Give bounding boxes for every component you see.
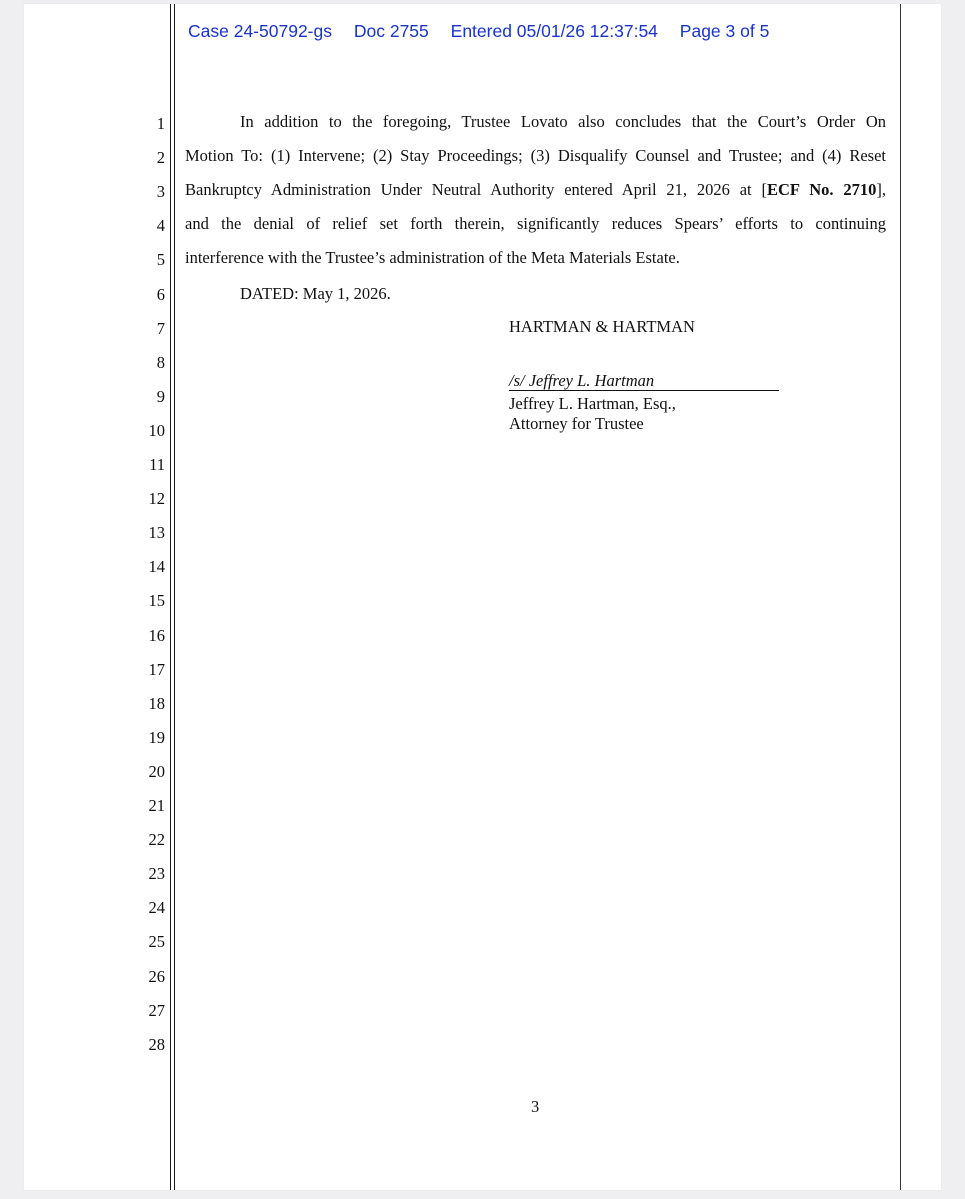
line-number: 2: [156, 148, 165, 168]
line-number: 5: [156, 250, 165, 270]
right-margin-rule: [900, 4, 901, 1190]
body-line-2: Motion To: (1) Intervene; (2) Stay Proceedings; (3) Disqualify Counsel and Trustee; and (4) Reset: [185, 146, 886, 165]
line-number: 6: [156, 284, 165, 304]
page-count: Page 3 of 5: [679, 21, 770, 41]
line-number: 16: [148, 625, 165, 645]
signature-line: /s/ Jeffrey L. Hartman: [509, 372, 779, 391]
line-number: 7: [156, 318, 165, 338]
line-number: 4: [156, 216, 165, 236]
line-number: 25: [148, 932, 165, 952]
attorney-role: Attorney for Trustee: [509, 414, 644, 433]
body-line-3-post: ],: [876, 180, 886, 199]
case-number: Case 24-50792-gs: [188, 21, 332, 41]
line-number: 24: [148, 898, 165, 918]
line-number: 19: [148, 727, 165, 747]
ecf-header: [188, 21, 786, 42]
line-number: 9: [156, 386, 165, 406]
line-number: 15: [148, 591, 165, 611]
line-number: 21: [148, 796, 165, 815]
dated-line: DATED: May 1, 2026.: [240, 284, 391, 303]
line-number: 23: [148, 864, 165, 884]
line-number: 8: [156, 352, 165, 372]
line-number: 28: [148, 1034, 165, 1054]
body-line-1: In addition to the foregoing, Trustee Lovato also concludes that the Court’s Order On: [240, 112, 886, 131]
body-line-3: [185, 180, 886, 200]
line-number: 11: [149, 455, 165, 474]
attorney-name: Jeffrey L. Hartman, Esq.,: [509, 394, 676, 413]
firm-name: HARTMAN & HARTMAN: [509, 317, 695, 336]
entered-timestamp: Entered 05/01/26 12:37:54: [450, 21, 658, 41]
left-margin-rule-inner: [174, 4, 175, 1190]
line-number: 10: [148, 420, 165, 440]
line-number: 20: [148, 761, 165, 781]
ecf-reference: ECF No. 2710: [766, 180, 877, 199]
line-number: 27: [148, 1000, 165, 1020]
document-page: [24, 4, 941, 1190]
line-number: 13: [148, 523, 165, 543]
line-number: 12: [148, 489, 165, 509]
line-number: 22: [148, 830, 165, 850]
left-margin-rule: [170, 4, 171, 1190]
line-number: 17: [148, 659, 165, 679]
body-line-5: interference with the Trustee’s administration of the Meta Materials Estate.: [185, 248, 680, 267]
body-line-3-pre: Bankruptcy Administration Under Neutral Authority entered April 21, 2026 at [: [185, 180, 767, 199]
body-line-4: and the denial of relief set forth therein, significantly reduces Spears’ efforts to continuing: [185, 214, 886, 233]
line-number: 3: [156, 182, 165, 202]
line-number: 26: [148, 966, 165, 986]
page-number: 3: [531, 1097, 540, 1116]
line-number: 18: [148, 693, 165, 713]
line-number: 1: [156, 114, 165, 133]
doc-number: Doc 2755: [353, 21, 429, 41]
line-number: 14: [148, 557, 165, 577]
